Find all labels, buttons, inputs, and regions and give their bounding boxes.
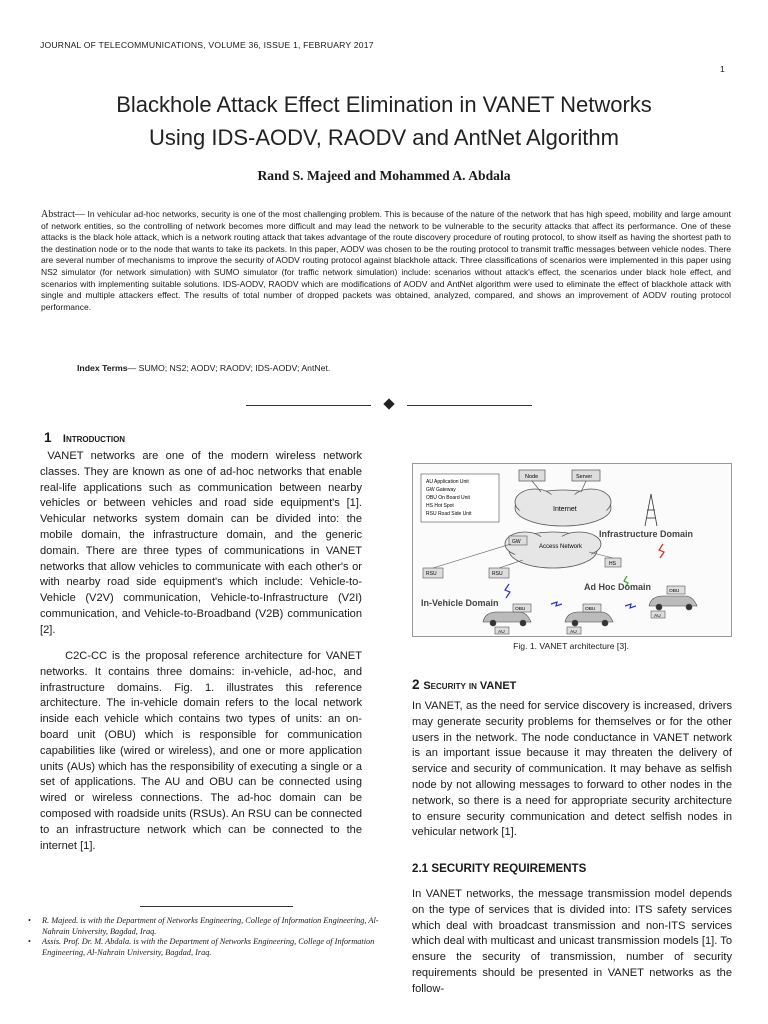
vanet-architecture-figure: [412, 463, 732, 637]
section-1-number: 1: [44, 430, 52, 445]
legend-item: HS Hot Spot: [426, 503, 454, 509]
abstract-lead: Abstract—: [41, 209, 85, 220]
section-separator: [246, 398, 536, 412]
section-2-heading: [412, 677, 516, 692]
footnotes: [28, 916, 388, 959]
footnote-2: • Assis. Prof. Dr. M. Abdala. is with the Department of Networks Engineering, College of Information Engineering, Al-Nahrain University, Bagdad, Iraq.: [28, 937, 375, 958]
abstract-text: In vehicular ad-hoc networks, security is one of the most challenging problem. This is because of the nature of the network that has high speed, mobility and large amount of network entities, so the controlling of network becomes more difficult and may lead the network to be vulnerable to the security attacks that affect its performance. One of these attacks is the black hole attack, which is a network routing attack that takes advantage of the route discovery procedure of routing protocol, to show itself as having the shortest path to the destination node or to the node that wants to take its packets. In this paper, AODV was chosen to be the routing protocol to transmit traffic messages between vehicle nodes. There are several number of mechanisms to improve the security of AODV routing protocol against blackhole attack. Three classifications of scenarios were implemented in this paper using NS2 simulator (for network simulation) with SUMO simulator (for traffic network simulation) include: scenarios without attack's effect, the scenarios under black hole effect, and scenarios with implementing suitable solutions. IDS-AODV, RAODV which are modifications of AODV and AntNet algorithm were used to eliminate the effect of blackhole attack with single and multiple attackers effect. The results of total number of dropped packets was obtained, analyzed, compared, and shows an improvement of AODV routing protocol performance.: [41, 209, 731, 312]
footnote-rule: [140, 906, 293, 907]
section-2-1-heading: 2.1 SECURITY REQUIREMENTS: [412, 862, 587, 875]
footnote-1: • R. Majeed. is with the Department of Networks Engineering, College of Information Engineering, Al-Nahrain University, Bagdad, Iraq.: [28, 916, 379, 936]
rsu-label: RSU: [492, 571, 503, 577]
antenna-tower-icon: [645, 494, 657, 526]
section-1-title: Introduction: [62, 433, 126, 445]
intro-paragraph-2: [40, 649, 362, 854]
section-1-heading: [44, 430, 125, 445]
separator-line-left: [246, 405, 371, 406]
legend-item: AU Application Unit: [426, 479, 469, 485]
section-2-1-paragraph: In VANET networks, the message transmission model depends on the type of services that is divided into: ITS safety services which deal with broadcast transmission and non-ITS services which deal with multicast and unicast transmission models [1]. To ensure the security of transmission, number of security requirements should be presented in VANET networks as the follow-: [412, 888, 732, 995]
rsu-label: RSU: [426, 571, 437, 577]
page-number: 1: [720, 64, 725, 74]
figure-caption: Fig. 1. VANET architecture [3].: [513, 641, 629, 651]
journal-header: JOURNAL OF TELECOMMUNICATIONS, VOLUME 36, ISSUE 1, FEBRUARY 2017: [40, 40, 374, 50]
index-terms: [77, 363, 330, 373]
au-label: AU: [570, 630, 577, 635]
title-line-1: Blackhole Attack Effect Elimination in VANET Networks: [116, 92, 652, 117]
intro-paragraph-2-text: C2C-CC is the proposal reference architecture for VANET networks. It contains three domains: in-vehicle, ad-hoc, and infrastructure domains. Fig. 1. illustrates this reference architecture. The in-vehicle domain refers to the local network inside each vehicle which contains two types of units: an on-board unit (OBU) which is responsible for communication capabilities like (wired or wireless), and one or more application units (AUs) which has the responsibility of executing a single or a set of applications. The AU and OBU can be connected using wired or wireless connections. The ad-hoc domain can be composed with roadside units (RSUs). An RSU can be connected to an infrastructure network which can be connected to the internet [1].: [40, 650, 362, 852]
wireless-link-icon: [505, 584, 510, 598]
access-network-label: Access Network: [539, 544, 583, 550]
section-2-number: 2: [412, 677, 420, 692]
section-2-title: Security in VANET: [423, 680, 517, 692]
car-icon: [565, 612, 613, 626]
authors: Rand S. Majeed and Mohammed A. Abdala: [257, 168, 511, 183]
internet-cloud: [515, 489, 611, 526]
server-label: Server: [576, 474, 593, 480]
legend-item: RSU Road Side Unit: [426, 511, 472, 517]
figure-diagram: [413, 464, 731, 636]
intro-paragraph-1-text: VANET networks are one of the modern wireless network classes. They are known as one of ad-hoc networks that enable real-life applications such as communication between nearby vehicles or between vehicles and road side equipment's [1]. Vehicular networks system domain can be divided into: the mobile domain, the infrastructure domain, and the generic domain. There are three types of communications in VANET networks that allow vehicles to communicate with each other's or with nearby road side equipment's which include: Vehicle-to-Vehicle (V2V) communication, Vehicle-to-Infrastructure (V2I) communication, and Vehicle-to-Broadband (V2B) communication [2].: [40, 450, 362, 636]
legend-item: GW Gateway: [426, 487, 456, 493]
in-vehicle-domain-label: In-Vehicle Domain: [421, 598, 499, 608]
wireless-link-icon: [625, 604, 636, 608]
abstract: [41, 209, 731, 313]
section-2-paragraph: In VANET, as the need for service discovery is increased, drivers may generate security problems for themselves or for the other users in the network. The node conductance in VANET network is an important issue because it may threaten the delivery of service and security of communication. It may behave as selfish node by not allowing messages to forward to other nodes in the network, so there is a need for appropriate security architecture to ensure security communication and detect selfish nodes in vehicular network [1].: [412, 700, 732, 839]
intro-paragraph-1: [40, 449, 362, 639]
diamond-icon: [383, 398, 394, 409]
node-label: Node: [525, 474, 539, 480]
separator-line-right: [407, 405, 532, 406]
legend-item: OBU On Board Unit: [426, 495, 470, 501]
infrastructure-domain-label: Infrastructure Domain: [599, 529, 694, 539]
adhoc-domain-label: Ad Hoc Domain: [584, 582, 652, 592]
hs-label: HS: [609, 561, 616, 567]
paper-title: [40, 88, 728, 154]
car-icon: [483, 612, 531, 626]
au-label: AU: [498, 630, 505, 635]
obu-label: OBU: [515, 607, 526, 612]
obu-label: OBU: [585, 607, 596, 612]
wireless-link-icon: [659, 544, 664, 558]
car-icon: [649, 596, 697, 610]
internet-label: Internet: [553, 506, 577, 513]
gw-label: GW: [512, 539, 521, 545]
wireless-link-icon: [551, 602, 562, 606]
obu-label: OBU: [669, 589, 680, 594]
au-label: AU: [654, 614, 661, 619]
title-line-2: Using IDS-AODV, RAODV and AntNet Algorithm: [149, 125, 619, 150]
index-terms-label: Index Terms: [77, 363, 128, 373]
index-terms-text: — SUMO; NS2; AODV; RAODV; IDS-AODV; AntNet.: [127, 363, 331, 373]
